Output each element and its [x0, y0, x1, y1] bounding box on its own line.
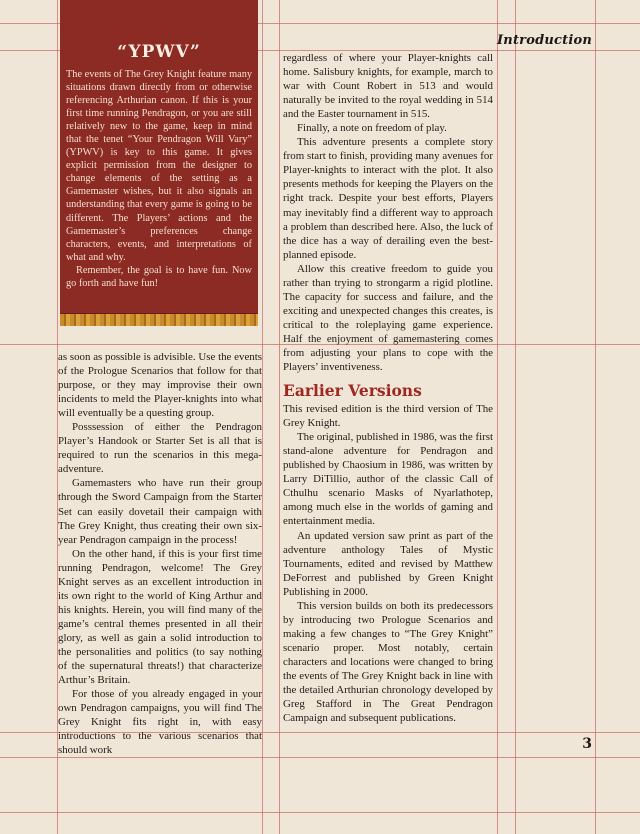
section-header: Introduction: [497, 33, 592, 48]
grid-line: [595, 0, 596, 834]
grid-line: [0, 812, 640, 813]
sidebar-title: “YPWV”: [117, 42, 201, 62]
left-column: [58, 350, 262, 757]
decorative-band: [60, 313, 258, 326]
grid-line: [497, 0, 498, 834]
grid-line: [279, 0, 280, 834]
body-paragraph: regardless of where your Player-knights call home. Salisbury knights, for example, march to war with Count Robert in 513 and would naturally be invited to the royal wedding in 514 and the Easter tournament in 515.: [283, 52, 493, 121]
body-paragraph: as soon as possible is advisible. Use the events of the Prologue Scenarios that follow for that purpose, or they may improvise their own incidents to meld the Player-knights into what will eventually be a questing group.: [58, 351, 262, 420]
page-number: 3: [582, 736, 592, 752]
body-paragraph: This adventure presents a complete story from start to finish, providing many avenues for Player-knights to interact with the plot. It also presents methods for keeping the Players on the right track. Despite your best efforts, Players may inevitably find a different way to approach a problem than described here. Also, the luck of the dice has a way of derailing even the best-planned episode.: [283, 136, 493, 261]
ypwv-sidebar: [60, 0, 258, 326]
body-paragraph: On the other hand, if this is your first time running Pendragon, welcome! The Grey Knight serves as an excellent introduction in its own right to the world of King Arthur and his knights. Herein, you will find many of the game’s central themes presented in all their glory, as well as gain a solid introduction to the personalities and politics (to say nothing of the supernatural threats!) that characterize Arthur’s Britain.: [58, 547, 262, 687]
body-paragraph: The original, published in 1986, was the first stand-alone adventure for Pendragon and published by Chaosium in 1986, was written by Larry DiTillio, author of the classic Call of Cthulhu scenario Masks of Nyarlathotep, among much else in the worlds of gaming and entertainment media.: [283, 431, 493, 528]
sidebar-paragraph: The events of The Grey Knight feature many situations drawn directly from or otherwise referencing Arthurian canon. If this is your first time running Pendragon, or you are still relatively new to the game, keep in mind that the tenet “Your Pendragon Will Vary” (YPWV) is key to this game. It gives explicit permission from the designer to change elements of the setting as a Gamemaster wishes, but it also signals an understanding that every game is going to be different. The Players’ actions and the Gamemaster’s preferences change characters, events, and interpretations of what and why.: [66, 69, 252, 263]
body-paragraph: Finally, a note on freedom of play.: [297, 122, 447, 135]
body-paragraph: Gamemasters who have run their group through the Sword Campaign from the Starter Set can easily dovetail their campaign with The Grey Knight, thus creating their own six-year Pendragon campaign in the process!: [58, 477, 262, 546]
body-paragraph: Allow this creative freedom to guide you rather than trying to strongarm a rigid plotline. The capacity for success and failure, and the exciting and unexpected changes this creates, is critical to the roleplaying game experience. Half the enjoyment of gamemastering comes from adjusting your plans to cope with the Players’ inventiveness.: [283, 262, 493, 374]
body-paragraph: For those of you already engaged in your own Pendragon campaigns, you will find The Grey Knight fits right in, with easy introductions to the various scenarios that should work: [58, 688, 262, 757]
right-column: [283, 51, 493, 725]
grid-line: [262, 0, 263, 834]
grid-line: [515, 0, 516, 834]
sidebar-paragraph: Remember, the goal is to have fun. Now go forth and have fun!: [66, 264, 252, 289]
body-paragraph: This version builds on both its predecessors by introducing two Prologue Scenarios and making a few changes to “The Grey Knight” scenario proper. Most notably, certain characters and locations were changed to bring the events of The Grey Knight back in line with the detailed Arthurian chronology developed by Greg Stafford in The Great Pendragon Campaign and subsequent publications.: [283, 599, 493, 725]
body-paragraph: An updated version saw print as part of the adventure anthology Tales of Mystic Tournaments, edited and revised by Matthew DeForrest and published by Green Knight Publishing in 2000.: [283, 529, 493, 598]
body-paragraph: This revised edition is the third version of The Grey Knight.: [283, 403, 493, 430]
body-paragraph: Posssession of either the Pendragon Player’s Handook or Starter Set is all that is required to run the scenarios in this mega-adventure.: [58, 421, 262, 476]
section-heading: Earlier Versions: [283, 381, 422, 401]
